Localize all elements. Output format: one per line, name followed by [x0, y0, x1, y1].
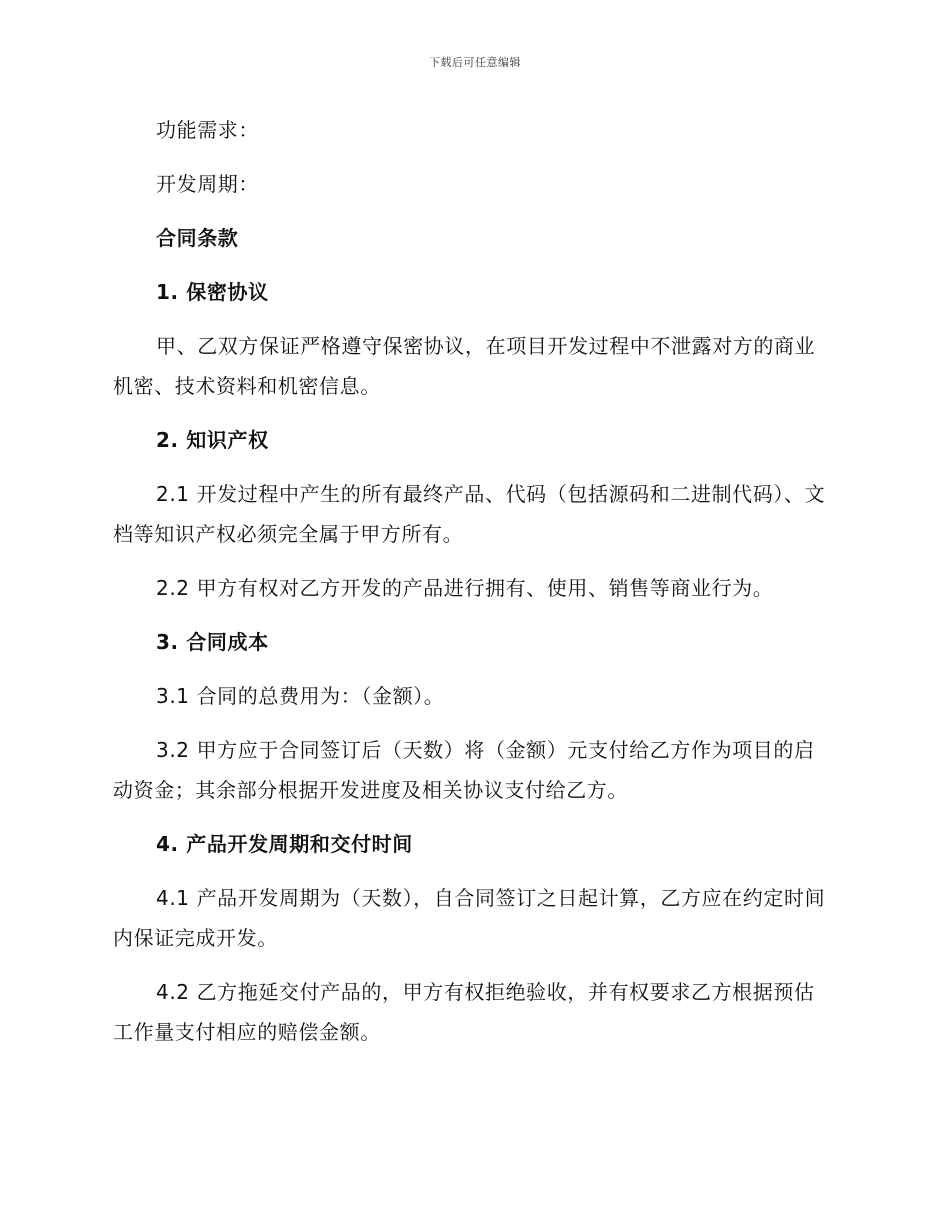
clause-3-2: 3.2 甲方应于合同签订后（天数）将（金额）元支付给乙方作为项目的启动资金；其余部分根据开发进度及相关协议支付给乙方。 [113, 738, 815, 802]
clause-4-2: 4.2 乙方拖延交付产品的，甲方有权拒绝验收，并有权要求乙方根据预估工作量支付相应的赔偿金额。 [113, 980, 815, 1044]
field-development-period: 开发周期： [156, 172, 259, 196]
heading-intellectual-property: 2. 知识产权 [156, 428, 269, 452]
clause-2-1: 2.1 开发过程中产生的所有最终产品、代码（包括源码和二进制代码）、文档等知识产权必须完全属于甲方所有。 [113, 482, 826, 546]
heading-confidentiality: 1. 保密协议 [156, 280, 269, 304]
page-header: 下载后可任意编辑 [429, 56, 521, 69]
heading-contract-cost: 3. 合同成本 [156, 630, 269, 654]
clause-4-1: 4.1 产品开发周期为（天数），自合同签订之日起计算，乙方应在约定时间内保证完成开发。 [113, 886, 826, 950]
clause-3-1: 3.1 合同的总费用为：（金额）。 [156, 684, 445, 708]
clause-2-2: 2.2 甲方有权对乙方开发的产品进行拥有、使用、销售等商业行为。 [156, 576, 774, 600]
heading-development-delivery: 4. 产品开发周期和交付时间 [156, 832, 413, 856]
section-title-contract-terms: 合同条款 [156, 226, 239, 250]
clause-confidentiality: 甲、乙双方保证严格遵守保密协议，在项目开发过程中不泄露对方的商业机密、技术资料和机密信息。 [113, 334, 816, 398]
field-functional-requirements: 功能需求： [156, 118, 259, 142]
document-body [113, 110, 833, 1066]
